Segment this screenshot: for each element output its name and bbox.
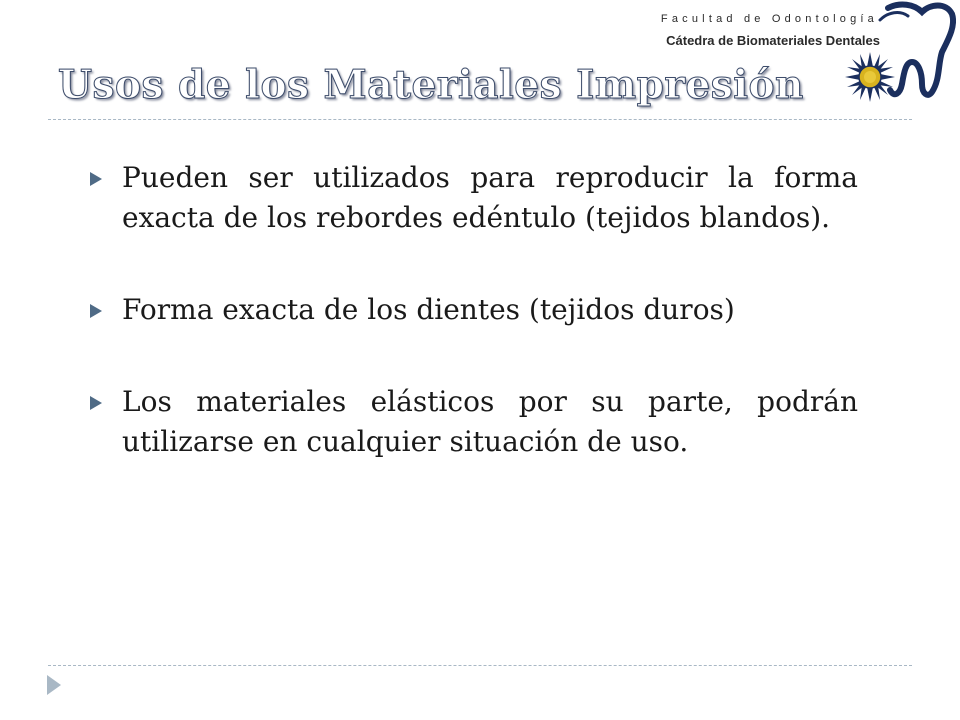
bullet-text: Los materiales elásticos por su parte, podrán utilizarse en cualquier situación de uso. bbox=[122, 385, 858, 458]
bullet-list bbox=[88, 158, 858, 514]
triangle-bullet-icon bbox=[90, 172, 102, 186]
triangle-bullet-icon bbox=[90, 396, 102, 410]
list-item bbox=[88, 382, 858, 462]
bullet-text: Forma exacta de los dientes (tejidos duros) bbox=[122, 293, 735, 326]
chair-name: Cátedra de Biomateriales Dentales bbox=[666, 33, 880, 48]
slide-title: Usos de los Materiales Impresión bbox=[58, 62, 804, 108]
list-item bbox=[88, 158, 858, 238]
faculty-name: Facultad de Odontología bbox=[660, 13, 878, 25]
sun-emblem-icon bbox=[845, 52, 895, 102]
triangle-arrow-icon bbox=[47, 675, 61, 695]
bottom-divider bbox=[48, 665, 912, 666]
triangle-bullet-icon bbox=[90, 304, 102, 318]
bullet-text: Pueden ser utilizados para reproducir la forma exacta de los rebordes edéntulo (tejidos blandos). bbox=[122, 161, 858, 234]
list-item bbox=[88, 290, 858, 330]
top-divider bbox=[48, 119, 912, 120]
